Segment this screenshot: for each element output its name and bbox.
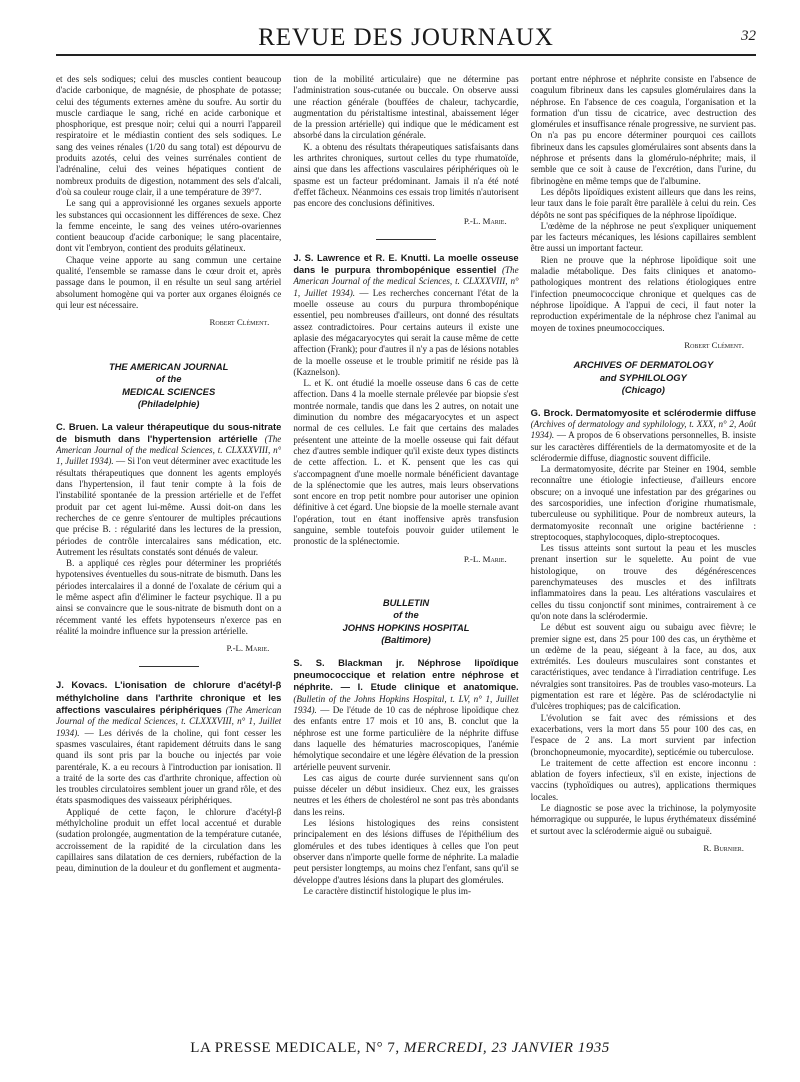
article-reference: (The American Journal of the medical Sciences, t. CLXXXVIII, n° 1, Juillet 1934). <box>56 433 282 467</box>
article-title: Dermatomyosite et sclérodermie diffuse <box>575 406 756 418</box>
paragraph: Le début est souvent aigu ou subaigu avec fièvre; le premier signe est, dans 25 pour 100 des cas, un érythème et un œdème de la peau, siégeant à la face, au dos, aux extrémités. Les douleurs musculaires sont constantes et caractéristiques, avec tendance à l'irradiation centrifuge. Les névralgies sont transitoires. Pas de troubles vaso-moteurs. La pigmentation est rare et légère. Pas de sclérodactylie ni d'ulcères trophiques; pas de calcification. <box>530 622 756 712</box>
article-reference: (Bulletin of the Johns Hopkins Hospital, t. LV, n° 1, Juillet 1934). <box>293 693 519 716</box>
article-text: — De l'étude de 10 cas de néphrose lipoïdique chez des enfants entre 17 mois et 10 ans, B. conclut que la néphrose est une forme particulière de la néphrite diffuse dans laquelle des hématuries macroscopiques, l'anémie hémolytique secondaire et une légère élévation de la pression artérielle peuvent survenir. <box>293 705 519 772</box>
article-columns <box>56 74 756 1029</box>
page-footer <box>0 1040 800 1057</box>
journal-subtitle: MEDICAL SCIENCES <box>122 385 216 397</box>
paragraph: La dermatomyosite, décrite par Steiner en 1904, semble reconnaître une étiologie infectieuse, d'ailleurs encore obscure; on a invoqué une infestation par des grégarines ou des sarcosporidies, une infection d'origine rhumatismale, tuberculeuse ou syphilitique. Pour de nombreux auteurs, la dermatomyosite reconnaît une origine bactérienne : streptocoques, staphylocoques, diplo-streptocoques. <box>530 464 756 542</box>
paragraph: et des sels sodiques; celui des muscles contient beaucoup d'acide carbonique, de magnésie, de phosphate de potasse; celui des téguments externes amène du soufre. Au sortir du muscle cardiaque le sang, riché en acide carbonique et phosphorique, est presque noir; celui qui a nourri l'appareil respiratoire et le médiastin contient des sels sodiques. Le sang des veines rénales (1/20 du sang total) est dépourvu de produits azotés, celui des veines surrénales contient de l'adrénaline, celui des veines hépatiques contient de nombreux produits de digestion, notamment des sels d'alcali, d'où sa couleur rouge clair, il a une température de 39°7. <box>56 74 282 197</box>
paragraph: Le traitement de cette affection est encore inconnu : ablation de foyers infectieux, s'il en existe, injections de vaccins (typhoïdiques ou autres), applications thermiques locales. <box>530 757 756 802</box>
paragraph: K. a obtenu des résultats thérapeutiques satisfaisants dans les arthrites chroniques, surtout celles du type rhumatoïde, ainsi que dans les affections vasculaires périphériques où le spasme est un facteur prédominant. Jamais il n'a été noté d'effet fâcheux. Néanmoins ces essais trop limités n'autorisent pas encore des conclusions définitives. <box>293 141 519 209</box>
paragraph: Chaque veine apporte au sang commun une certaine qualité, l'ensemble se ramasse dans le cœur droit et, après passage dans le poumon, il en résulte un seul sang artériel absolument homogène qui va porter aux organes éloignés ce qui leur est nécessaire. <box>56 254 282 310</box>
article-title: L'ionisation de chlorure d'acétyl-β méthylcholine dans l'arthrite chronique et les affections vasculaires périphériques <box>56 679 282 716</box>
article-title: Néphrose lipoïdique pneumococcique et relation entre néphrose et néphrite. — I. Etude clinique et anatomique. <box>293 656 519 693</box>
journal-place: (Philadelphie) <box>137 398 200 410</box>
journal-heading <box>531 359 756 397</box>
journal-name: THE AMERICAN JOURNAL <box>108 360 229 372</box>
article-author: G. Brock. <box>530 406 573 418</box>
page-header <box>56 22 756 56</box>
article-author: S. S. Blackman jr. <box>293 656 405 668</box>
article-reference: (Archives of dermatology and syphilology, t. XXX, n° 2, Août 1934). <box>530 418 756 441</box>
paragraph: Les cas aigus de courte durée surviennent sans qu'on puisse déceler un début insidieux. Chez eux, les graisses neutres et les éthers de cholestérol ne sont pas très abondants dans les reins. <box>293 772 519 817</box>
paragraph: L'œdème de la néphrose ne peut s'expliquer uniquement par les facteurs mécaniques, les lésions capillaires semblent être aussi un important facteur. <box>530 220 756 254</box>
column-1 <box>56 74 281 1029</box>
paragraph: Le caractère distinctif histologique le plus im- <box>303 885 472 896</box>
footer-journal: LA PRESSE MEDICALE, N° 7, <box>190 1040 400 1056</box>
paragraph: Appliqué de cette façon, le chlorure d'acétyl-β méthylcholine produit un effet local accentué et durable (sudation prolongée, augmentation de la température cutanée, accroissement de la rapidité de la circulation dans les capillaires sans dilatation de ces derniers, rubéfaction de la peau, diminution de la douleur et du gonflement et augmenta- <box>56 806 282 874</box>
journal-place: (Baltimore) <box>381 634 431 646</box>
article-author: J. S. Lawrence et R. E. Knutti. <box>293 251 431 263</box>
paragraph: Les tissus atteints sont surtout la peau et les muscles prenant insertion sur le squelette. Au point de vue histologique, on trouve des dégénérescences parenchymateuses des muscles et des infiltrats inflammatoires dans la peau. Les altérations vasculaires et celles du tissu conjonctif sont minimes, contrairement à ce qu'on note dans la sclérodermie. <box>530 543 756 621</box>
paragraph: Le diagnostic se pose avec la trichinose, la polymyosite hémorragique ou suppurée, le lupus érythémateux disséminé et surtout avec la sclérodermie aiguë ou subaiguë. <box>530 803 756 836</box>
article-reference: (The American Journal of the medical Sciences, t. CLXXXVIII, n° 1, Juillet 1934). <box>56 705 282 738</box>
article-abstract <box>293 657 518 773</box>
footer-date: MERCREDI, 23 JANVIER 1935 <box>403 1040 610 1056</box>
paragraph: L. et K. ont étudié la moelle osseuse dans 6 cas de cette affection. Dans 4 la moelle sternale prélevée par biopsie s'est montrée normale, tandis que dans les 2 autres, on notait une diminution du nombre des mégacaryocytes et un aspect normal de ces cellules. Le fait que certains des malades présentent une atteinte de la moelle osseuse qui fait défaut chez d'autres semble indiquer qu'il existe deux types distincts de cette affection. L. et K. pensent que les cas qui s'accompagnent d'une moelle normale bénéficient davantage de la splénectomie que les autres, mais leurs observations sont encore en trop petit nombre pour autoriser une opinion définitive à cet égard. Une biopsie de la moelle sternale avant l'opération, tout en étant inoffensive après transfusion sanguine, semble toutefois pouvoir guider utilement le pronostic de la splénectomie. <box>293 378 519 547</box>
article-text: — A propos de 6 observations personnelles, B. insiste sur les caractères différentiels de la dermatomyosite et de la sclérodermie diffuse, diagnostic souvent difficile. <box>530 430 756 463</box>
paragraph: Les dépôts lipoïdiques existent ailleurs que dans les reins, leur taux dans le foie paraît être parallèle à celui du rein. Ces dépôts ne sont pas spécifiques de la néphrose lipoïdique. <box>530 186 756 220</box>
paragraph: Rien ne prouve que la néphrose lipoïdique soit une maladie métabolique. Des faits cliniques et anatomo-pathologiques montrent des relations étiologiques entre l'infection pneumococcique chronique et quelques cas de néphrose lipoïdique. A l'appui de ceci, il faut noter la reproduction expérimentale de la néphrose chez l'animal au moyen de toxines pneumococciques. <box>530 254 756 333</box>
journal-of: of the <box>393 609 419 621</box>
author-signature: P.-L. Marie. <box>463 553 507 564</box>
journal-heading <box>293 597 518 647</box>
paragraph: B. a appliqué ces règles pour déterminer les propriétés hypotensives éventuelles du sous-nitrate de bismuth. Dans les périodes intercalaires il a donné de l'oxalate de cérium qui a le même aspect afin d'éliminer le facteur psychique. Il a pu ainsi se convaincre que le sous-nitrate de bismuth dont on a récemment vanté les effets hypotenseurs n'exerce pas en réalité la moindre influence sur la pression artérielle. <box>56 558 282 636</box>
article-abstract <box>293 252 518 378</box>
article-title: La moelle osseuse dans le purpura thrombopénique essentiel <box>293 251 519 276</box>
paragraph: tion de la mobilité articulaire) que ne détermine pas l'administration sous-cutanée ou buccale. On observe aussi une réaction générale (bouffées de chaleur, tachycardie, augmentation du péristaltisme intestinal, abaissement léger de la pression artérielle) qui indique que le médicament est absorbé dans la circulation générale. <box>293 74 519 141</box>
journal-name: ARCHIVES OF DERMATOLOGY <box>573 359 714 371</box>
journal-place: (Chicago) <box>621 384 665 396</box>
paragraph: L'évolution se fait avec des rémissions et des exacerbations, vers la mort dans 55 pour 100 des cas, en l'espace de 2 ans. La mort survient par infection (bronchopneumonie, myocardite), septicémie ou tuberculose. <box>530 712 756 757</box>
paragraph: portant entre néphrose et néphrite consiste en l'absence de coagulum fibrineux dans les capsules glomérulaires dans la néphrose. En l'absence de ces coagula, l'organisation et la formation d'un tissu de cicatrice, avec destruction des glomérules et insuffisance rénale progressive, ne survient pas. On n'a pas pu encore déterminer pourquoi ces caillots fibrineux dans les capsules glomérulaires sont absents dans la néphrose et présents dans la glomérulo-néphrite; mais, il semble que ce soit à cause de l'excrétion, dans l'urine, du fibrinogène en même temps que de l'albumine. <box>530 74 756 186</box>
article-reference: (The American Journal of the medical Sciences, t. CLXXXVIII, n° 1, Juillet 1934). <box>293 265 519 298</box>
paragraph: Les lésions histologiques des reins consistent principalement en des lésions diffuses de l'épithélium des glomérules et des tubes identiques à celles que l'on peut observer dans n'importe quelle forme de néphrite. La maladie peut persister longtemps, au moins chez l'enfant, sans qu'il se développe d'autres lésions dans la plupart des glomérules. <box>293 818 519 885</box>
article-text: — Les recherches concernant l'état de la moelle osseuse au cours du purpura thrombopénique essentiel, peu nombreuses d'ailleurs, ont donné des résultats assez contradictoires. Pour certains auteurs il existe une aplasie des mégacaryocytes qui serait la cause même de cette affection (Frank); pour d'autres il n'y a pas de lésions notables de la moelle osseuse et le trouble primitif ne réside pas là (Kaznelson). <box>293 287 519 377</box>
section-divider <box>139 666 199 667</box>
page-number: 32 <box>741 28 756 44</box>
author-signature: P.-L. Marie. <box>226 643 270 654</box>
journal-subtitle: JOHNS HOPKINS HOSPITAL <box>342 621 470 633</box>
article-abstract <box>56 421 281 559</box>
author-signature: P.-L. Marie. <box>463 215 507 226</box>
journal-of: and SYPHILOLOGY <box>599 371 687 383</box>
article-abstract <box>531 407 756 464</box>
section-divider <box>376 239 436 240</box>
article-title: La valeur thérapeutique du sous-nitrate de bismuth dans l'hypertension artérielle <box>56 420 282 444</box>
article-abstract <box>56 679 281 806</box>
article-text: — Les dérivés de la choline, qui font cesser les spasmes vasculaires, étant rapidement détruits dans le sang quand ils sont pris par la bouche ou injectés par voie parentérale, K. a eu recours à l'introduction par ionisation. Il a traité de la sorte des cas d'arthrite chronique, affection où les troubles circulatoires semblent jouer un grand rôle, et des états spasmodiques des vaisseaux périphériques. <box>56 727 282 806</box>
paragraph: Le sang qui a approvisionné les organes sexuels apporte les substances qui occasionnent les différences de sexe. Chez la femme enceinte, le sang des veines utéro-ovariennes contient beaucoup d'acide carbonique; le sang placentaire, dont vit l'embryon, contient des produits gélatineux. <box>56 198 282 254</box>
journal-heading <box>56 361 281 411</box>
author-signature: Robert Clément. <box>684 339 744 350</box>
article-text: — Si l'on veut déterminer avec exactitude les résultats thérapeutiques que donnent les agents employés dans l'hypertension, il faut tenir compte à la fois de l'instabilité spontanée de la pression artérielle et de l'effet produit par cet agent lui-même. Aussi doit-on dans les recherches de ce genre s'entourer de multiples précautions que précise B. : régularité dans les lectures de la pression, périodes de contrôle intercalaires sans médication, etc. Autrement les résultats constatés sont dénués de valeur. <box>56 456 282 557</box>
column-3 <box>531 74 756 1029</box>
article-author: C. Bruen. <box>56 420 99 432</box>
page-title: REVUE DES JOURNAUX <box>258 24 554 51</box>
author-signature: Robert Clément. <box>209 317 270 328</box>
column-2 <box>293 74 518 1029</box>
author-signature: R. Burnier. <box>703 842 744 853</box>
article-author: J. Kovacs. <box>56 679 108 691</box>
journal-of: of the <box>155 373 182 385</box>
journal-name: BULLETIN <box>382 596 430 608</box>
